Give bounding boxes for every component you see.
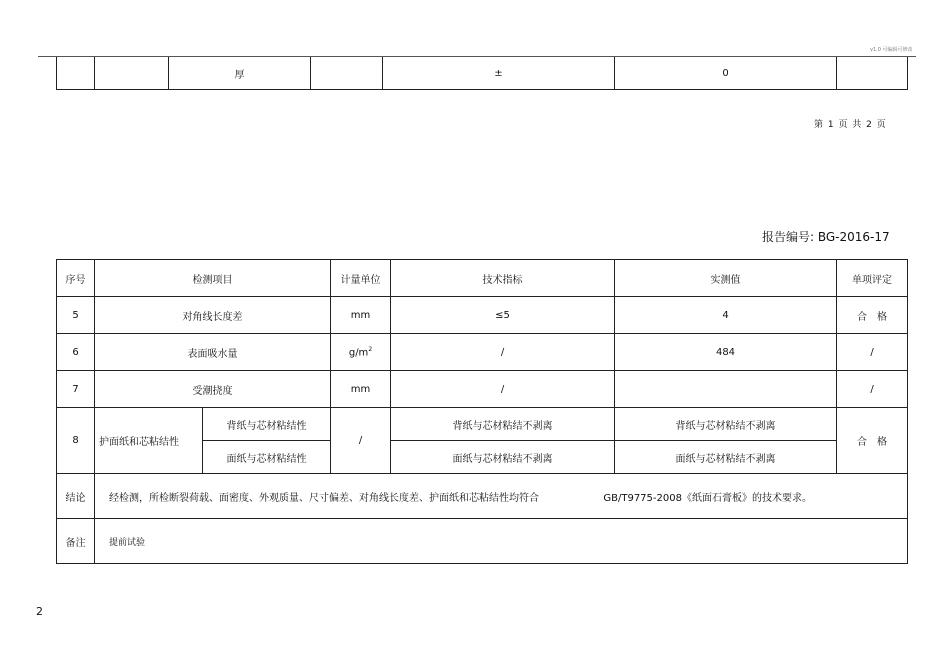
inspection-table [56,259,908,564]
row-spec: / [391,334,615,371]
table-cell: 厚 [169,57,311,90]
table-cell: ± [383,57,615,90]
header-verdict: 单项评定 [837,260,908,297]
table-cell [837,57,908,90]
table-cell [311,57,383,90]
table-row [57,57,908,90]
row-unit: / [331,408,391,474]
row-no: 8 [57,408,95,474]
table-row [57,334,908,371]
row-item: 护面纸和芯粘结性 [95,408,203,474]
row-verdict: / [837,371,908,408]
remark-label: 备注 [57,519,95,564]
conclusion-row [57,474,908,519]
table-cell [57,57,95,90]
row-verdict: 合 格 [837,297,908,334]
conclusion-label: 结论 [57,474,95,519]
row-spec: / [391,371,615,408]
continued-table [56,57,908,90]
row-spec: ≤5 [391,297,615,334]
conclusion-cell [95,474,908,519]
row-value: 4 [615,297,837,334]
unit-text: g/m [348,347,369,359]
table-row [57,371,908,408]
conclusion-standard: GB/T9775-2008《纸面石膏板》的技术要求。 [603,492,812,504]
unit-superscript: 2 [368,345,373,353]
conclusion-text: 经检测，所检断裂荷载、面密度、外观质量、尺寸偏差、对角线长度差、护面纸和芯粘结性均符合 [109,492,539,504]
header-item: 检测项目 [95,260,331,297]
row-no: 7 [57,371,95,408]
table-cell: 0 [615,57,837,90]
row-item: 表面吸水量 [95,334,331,371]
page-number: 2 [36,605,43,618]
version-note: v1.0 可编辑可修改 [870,47,913,53]
sub-spec: 背纸与芯材粘结不剥离 [391,408,615,441]
row-unit [331,334,391,371]
row-item: 对角线长度差 [95,297,331,334]
page-counter: 第 1 页 共 2 页 [814,120,887,130]
row-value [615,371,837,408]
table-row [57,408,908,441]
row-unit: mm [331,297,391,334]
sub-item: 面纸与芯材粘结性 [203,441,331,474]
row-value: 484 [615,334,837,371]
sub-item: 背纸与芯材粘结性 [203,408,331,441]
table-cell [95,57,169,90]
sub-value: 面纸与芯材粘结不剥离 [615,441,837,474]
row-item: 受潮挠度 [95,371,331,408]
row-no: 5 [57,297,95,334]
sub-spec: 面纸与芯材粘结不剥离 [391,441,615,474]
row-verdict: / [837,334,908,371]
row-verdict: 合 格 [837,408,908,474]
table-row [57,297,908,334]
sub-value: 背纸与芯材粘结不剥离 [615,408,837,441]
header-no: 序号 [57,260,95,297]
row-unit: mm [331,371,391,408]
header-spec: 技术指标 [391,260,615,297]
header-unit: 计量单位 [331,260,391,297]
table-header-row [57,260,908,297]
remark-text: 提前试验 [95,519,908,564]
report-number: 报告编号: BG-2016-17 [762,230,890,244]
remark-row [57,519,908,564]
header-value: 实测值 [615,260,837,297]
row-no: 6 [57,334,95,371]
